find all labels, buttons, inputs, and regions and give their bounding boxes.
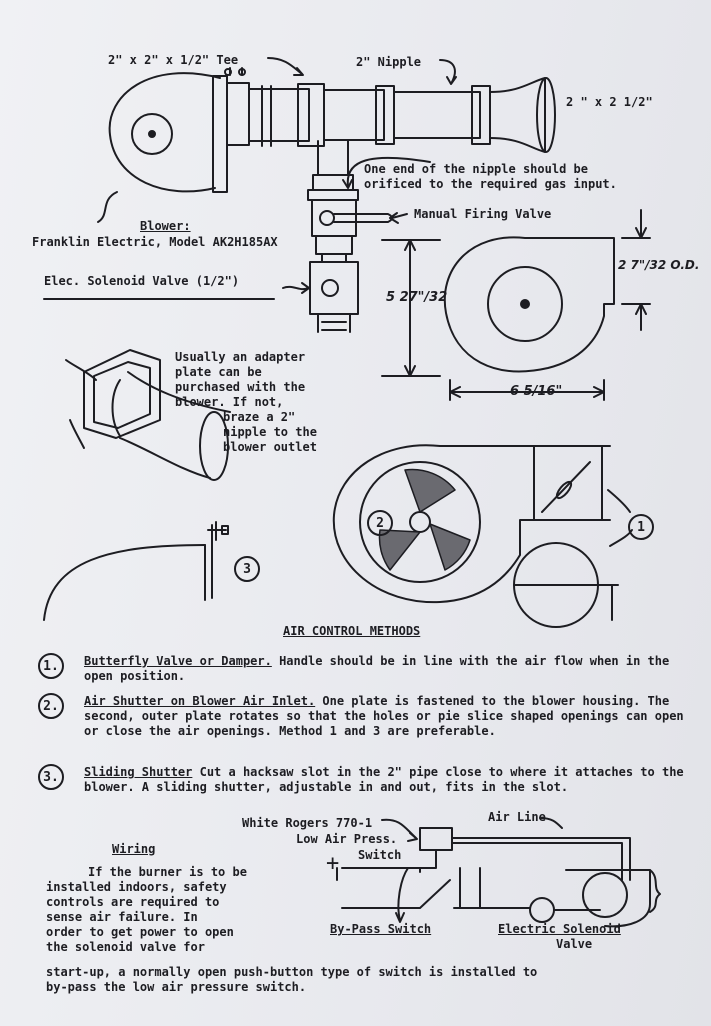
method-2-heading: Air Shutter on Blower Air Inlet. — [84, 694, 316, 708]
adapter-note-line: blower outlet — [223, 440, 317, 454]
solenoid-valve-label-2: Valve — [556, 937, 593, 951]
marker-3 — [234, 556, 260, 582]
solenoid-valve-label-1: Electric Solenoid — [498, 922, 621, 936]
wiring-line: order to get power to open — [46, 925, 234, 939]
orifice-note-1: One end of the nipple should be — [364, 162, 588, 176]
plus-sign: + — [326, 851, 340, 876]
blower-model: Franklin Electric, Model AK2H185AX — [32, 235, 278, 249]
wiring-line: If the burner is to be — [88, 865, 247, 879]
air-line-label: Air Line — [488, 810, 546, 824]
air-control-title: AIR CONTROL METHODS — [283, 624, 421, 638]
solenoid-label: Elec. Solenoid Valve (1/2") — [44, 274, 240, 288]
method-3-text: Cut a hacksaw slot in the 2" pipe close to where it attaches to the blower. A sliding shutter, adjustable in and out, fits in the slot. — [84, 765, 684, 794]
wiring-title: Wiring — [112, 842, 156, 856]
sliding-shutter-drawing — [44, 522, 228, 620]
manual-valve-label: Manual Firing Valve — [414, 207, 552, 221]
marker-2-text: 2 — [367, 510, 393, 536]
wiring-line: installed indoors, safety — [46, 880, 227, 894]
method-1-text: Handle should be in line with the air flow when in the open position. — [84, 654, 670, 683]
wiring-line: controls are required to — [46, 895, 220, 909]
marker-3-text: 3 — [234, 556, 260, 582]
main-pipe-drawing — [213, 68, 555, 332]
adapter-note-line: Usually an adapter — [175, 350, 306, 364]
switch-label: Switch — [358, 848, 402, 862]
marker-2 — [367, 510, 393, 536]
method-3-heading: Sliding Shutter — [84, 765, 193, 779]
blower-title: Blower: — [140, 219, 191, 233]
adapter-note-line: purchased with the — [175, 380, 306, 394]
adapter-note-line: blower. If not, — [175, 395, 284, 409]
switch-model-label: White Rogers 770-1 — [242, 816, 373, 830]
orifice-note-2: orificed to the required gas input. — [364, 177, 617, 191]
wiring-line: sense air failure. In — [46, 910, 198, 924]
marker-1-text: 1 — [628, 514, 654, 540]
reducer-label: 2 " x 2 1/2" — [566, 95, 653, 109]
method-1-heading: Butterfly Valve or Damper. — [84, 654, 272, 668]
method-2-number: 2. — [38, 693, 64, 719]
air-control-blower-drawing — [334, 445, 632, 627]
nipple-label: 2" Nipple — [356, 55, 422, 69]
adapter-note-line: braze a 2" — [223, 410, 296, 424]
wiring-tail-1: start-up, a normally open push-button type of switch is installed to — [46, 965, 538, 979]
bypass-switch-label: By-Pass Switch — [330, 922, 432, 936]
height-dimension: 5 27"/32 — [386, 290, 448, 305]
method-3-number: 3. — [38, 764, 64, 790]
adapter-note-line: nipple to the — [223, 425, 317, 439]
width-dimension: 6 5/16" — [510, 384, 563, 399]
tee-label: 2" x 2" x 1/2" Tee — [108, 53, 239, 67]
adapter-note-line: plate can be — [175, 365, 262, 379]
switch-type-label: Low Air Press. — [296, 832, 398, 846]
od-dimension: 2 7"/32 O.D. — [618, 258, 700, 272]
top-blower-drawing — [110, 73, 220, 191]
method-1-number: 1. — [38, 653, 64, 679]
wiring-line: the solenoid valve for — [46, 940, 205, 954]
marker-1 — [628, 514, 654, 540]
adapter-note — [175, 350, 350, 455]
wiring-tail-2: by-pass the low air pressure switch. — [46, 980, 307, 994]
method-2-text: One plate is fastened to the blower housing. The second, outer plate rotates so that the holes or pie slice shaped openings can open or close the air openings. Method 1 and 3 are preferable. — [84, 694, 684, 738]
wiring-paragraph — [46, 865, 276, 955]
dimensioned-blower-drawing — [382, 210, 650, 400]
